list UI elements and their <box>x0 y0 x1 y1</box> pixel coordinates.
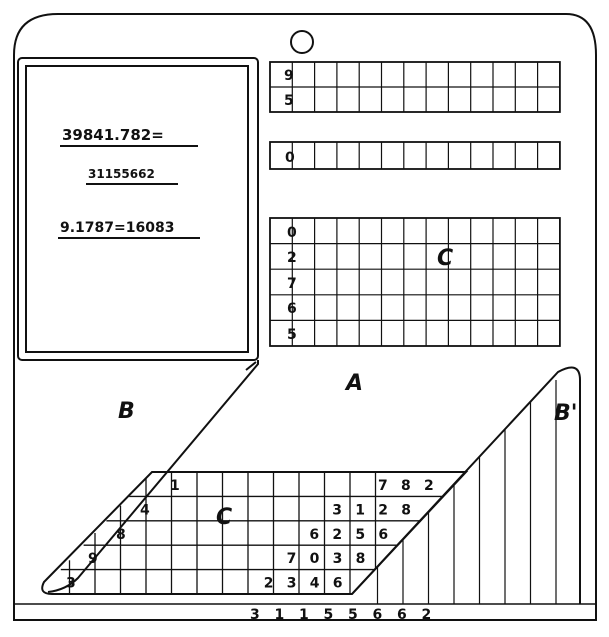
result-digit: 5 <box>323 607 334 623</box>
register-c-grid <box>270 218 560 346</box>
label-c-lower: C <box>216 505 233 530</box>
lower-grid-right-digit: 2 <box>424 478 434 494</box>
register-c-digit-1: 0 <box>287 225 297 241</box>
lower-grid-right-digit: 2 <box>263 575 274 592</box>
mid-strip-digit-1: 0 <box>285 150 295 166</box>
lower-grid-right-digit: 1 <box>355 502 365 519</box>
top-strip-grid <box>270 62 560 112</box>
lower-grid-right-digit: 7 <box>378 478 388 494</box>
lower-grid-right-digit: 6 <box>309 526 320 543</box>
result-digit: 3 <box>250 607 260 623</box>
mid-strip-border <box>270 142 560 169</box>
mid-strip-grid <box>270 142 560 169</box>
lower-grid-right-digit: 3 <box>286 575 297 592</box>
slate-outer <box>18 58 258 360</box>
lower-grid-right-digit: 6 <box>378 526 389 543</box>
lower-grid-right-digit: 5 <box>355 526 366 543</box>
lower-grid-digits <box>66 478 434 592</box>
lower-grid-left-digit: 8 <box>116 526 126 543</box>
result-digit: 6 <box>397 607 407 623</box>
register-c-digit-3: 7 <box>287 276 297 292</box>
top-strip-digit-2: 5 <box>284 93 294 109</box>
lower-grid-left-digit: 9 <box>88 551 98 568</box>
lower-grid-right-digit: 4 <box>309 575 320 592</box>
lower-grid-right-digit: 2 <box>332 526 343 543</box>
result-digit: 5 <box>348 607 358 623</box>
lower-grid-right-digit: 8 <box>401 502 411 519</box>
register-c-border <box>270 218 560 346</box>
slate-line-3: 9.1787=16083 <box>60 220 175 236</box>
result-digit: 6 <box>372 607 383 623</box>
register-c-digit-2: 2 <box>287 250 297 266</box>
slate-line-1: 39841.782= <box>62 126 164 144</box>
result-digit: 1 <box>274 607 285 623</box>
lower-grid-right-digit: 6 <box>332 575 343 592</box>
result-digit: 2 <box>421 607 432 623</box>
register-c-digit-5: 5 <box>287 327 297 343</box>
mounting-hole <box>291 31 313 53</box>
lower-grid-left-digit: 1 <box>170 478 180 494</box>
machine-plate <box>14 14 596 620</box>
lower-grid-right-digit: 0 <box>309 551 320 568</box>
register-c-digit-4: 6 <box>287 301 297 317</box>
slate-line-2: 31155662 <box>88 167 155 181</box>
label-a: A <box>346 371 364 396</box>
lower-grid-right-digit: 3 <box>332 502 342 519</box>
lower-grid-right-digit: 8 <box>401 478 411 494</box>
lower-grid-right-digit: 8 <box>355 551 366 568</box>
lower-grid-left-digit: 4 <box>140 502 150 519</box>
top-strip-digit-1: 9 <box>284 68 294 84</box>
label-b-prime: B' <box>554 401 578 426</box>
label-c-upper: C <box>437 246 454 271</box>
frame-b-outline <box>48 360 258 592</box>
slate-inner <box>26 66 248 352</box>
result-digit: 1 <box>299 607 309 623</box>
lower-grid-left-digit: 3 <box>66 575 76 592</box>
label-b: B <box>118 399 135 424</box>
lower-grid-right-digit: 2 <box>378 502 388 519</box>
lower-grid-right-digit: 7 <box>286 551 297 568</box>
lower-grid-right-digit: 3 <box>332 551 343 568</box>
